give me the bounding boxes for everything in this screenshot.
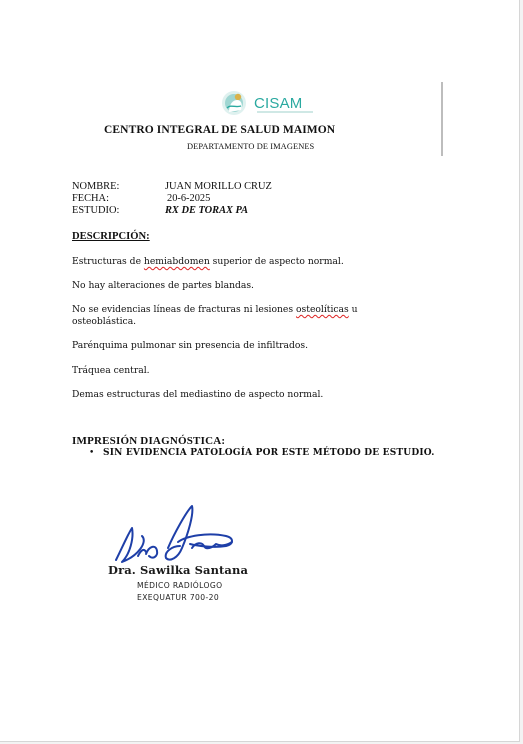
study-label: ESTUDIO: xyxy=(72,205,120,216)
doctor-name: Dra. Sawilka Santana xyxy=(108,563,248,577)
date-label: FECHA: xyxy=(72,193,109,204)
impression-item: SIN EVIDENCIA PATOLOGÍA POR ESTE MÉTODO DE ESTUDIO. xyxy=(103,448,435,458)
doctor-registration: EXEQUATUR 700-20 xyxy=(137,593,220,602)
description-paragraph-3 xyxy=(72,304,412,328)
logo-wordmark: CISAM xyxy=(254,95,303,112)
header-divider xyxy=(441,82,443,156)
paragraph-text: u osteoblástica. xyxy=(72,304,358,327)
paragraph-text: superior de aspecto normal. xyxy=(209,256,344,267)
date-value: 20-6-2025 xyxy=(167,193,211,204)
paragraph-text: No se evidencias líneas de fracturas ni lesiones xyxy=(72,304,296,315)
handwritten-signature-icon xyxy=(108,504,240,570)
description-paragraph-5: Tráquea central. xyxy=(72,365,150,376)
name-value: JUAN MORILLO CRUZ xyxy=(165,181,272,192)
doctor-role: MÉDICO RADIÓLOGO xyxy=(137,581,223,590)
impression-heading: IMPRESIÓN DIAGNÓSTICA: xyxy=(72,435,226,447)
description-paragraph-1 xyxy=(72,256,412,268)
name-label: NOMBRE: xyxy=(72,181,120,192)
paragraph-text: Estructuras de xyxy=(72,256,144,267)
spellcheck-flag: hemiabdomen xyxy=(143,256,210,267)
description-paragraph-6: Demas estructuras del mediastino de aspecto normal. xyxy=(72,389,324,400)
description-paragraph-2: No hay alteraciones de partes blandas. xyxy=(72,280,254,291)
study-value: RX DE TORAX PA xyxy=(165,205,249,216)
description-heading: DESCRIPCIÓN: xyxy=(72,231,150,242)
spellcheck-flag: osteolíticas xyxy=(296,304,349,315)
department-title: DEPARTAMENTO DE IMAGENES xyxy=(187,142,315,151)
description-paragraph-4: Parénquima pulmonar sin presencia de infiltrados. xyxy=(72,340,309,351)
center-title: CENTRO INTEGRAL DE SALUD MAIMON xyxy=(104,124,336,136)
bullet-icon: • xyxy=(89,448,95,458)
